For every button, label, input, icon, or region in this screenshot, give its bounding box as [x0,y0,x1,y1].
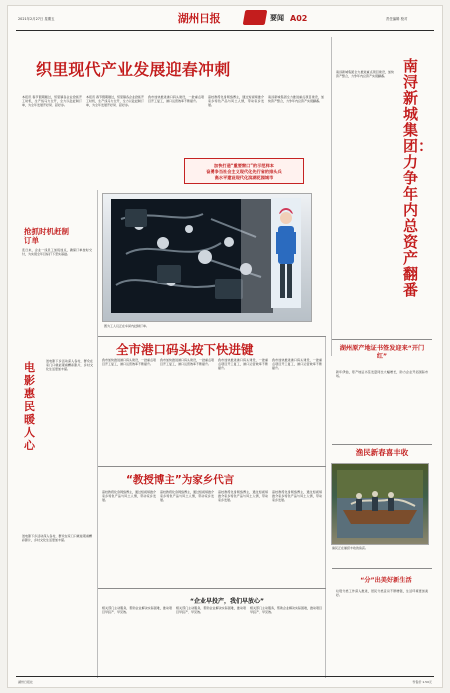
professor-text: 高校教授化身网络博主，通过短视频推介家乡特色产品与风土人情，带动家乡发展。 [272,490,322,502]
editor-info: 责任编辑 校对 [386,17,408,21]
page-footer [18,680,432,684]
right-article-2 [336,370,428,438]
article-column [268,95,324,152]
left-article-2 [46,359,93,529]
article-text: 我市加快推进港口码头建设，一批重点项目开工复工，港口运营效率不断提升。 [148,95,204,103]
port-text: 我市加快推进港口码头建设，一批重点项目开工复工，港口运营效率不断提升。 [272,358,322,370]
footer-rule [16,676,434,677]
fishing-illustration [337,470,423,538]
port-text: 我市加快推进港口码头建设，一批重点项目开工复工，港口运营效率不断提升。 [160,358,214,366]
bottom-text: 相关部门主动服务，帮助企业解决实际困难，推动项目早投产、早见效。 [250,606,322,614]
main-photo [102,193,312,322]
newspaper-page [8,6,442,687]
professor-text: 高校教授化身网络博主，通过短视频推介家乡特色产品与风土人情，带动家乡发展。 [218,490,268,502]
professor-text: 高校教授化身网络博主，通过短视频推介家乡特色产品与风土人情，带动家乡发展。 [102,490,156,502]
port-column [160,358,214,462]
left-article-2-text: 送电影下乡活动深入各村，群众在家门口就能观看精彩影片，乡村文化生活更加丰富。 [46,359,93,371]
left-article-3 [22,534,92,674]
bottom-text: 相关部门主动服务，帮助企业解决实际困难，推动项目早投产、早见效。 [102,606,172,614]
port-column [272,358,322,462]
section-badge [243,10,268,25]
port-text: 我市加快推进港口码头建设，一批重点项目开工复工，港口运营效率不断提升。 [102,358,156,366]
main-headline: 织里现代产业发展迎春冲刺 [36,60,231,79]
worker-illustration [271,198,301,308]
professor-headline: “教授博主”为家乡代言 [126,474,235,486]
article-text: 南浔新城集团全力推进重点项目建设，加快资产整合，力争年内总资产实现翻番。 [268,95,324,103]
section-code: A02 [290,13,308,23]
left-headline: 抢抓时机赶制订单 [24,227,69,245]
port-column [218,358,268,462]
footer-left: 湖州日报社 [18,680,34,684]
port-text: 我市加快推进港口码头建设，一批重点项目开工复工，港口运营效率不断提升。 [218,358,268,370]
footer-right: 零售价 1.50元 [412,680,432,684]
article-column [86,95,144,152]
machine-illustration [111,199,273,313]
main-photo-caption: 图为工人们正在车间内赶制订单。 [104,324,150,328]
right-article-text: 南浔新城集团全力推进重点项目建设，加快资产整合，力争年内总资产实现翻番。 [336,70,394,78]
promo-box [184,158,304,184]
right-article-3 [336,589,428,675]
bottom-text: 相关部门主动服务，帮助企业解决实际困难，推动项目早投产、早见效。 [176,606,246,614]
section-divider [332,444,432,445]
intro-article [22,95,82,216]
article-column [148,95,204,152]
promo-line-3: 高水平建设现代化滨湖花园城市 [214,174,274,180]
intro-text: 本报讯 春节假期刚过，织里镇各企业抢抓开工时机，生产线马力全开，全力以赴赶制订单，为全年发展开好局、起好步。 [22,95,82,107]
port-headline: 全市港口码头按下快进键 [116,342,254,357]
section-divider [332,339,432,340]
article-column [208,95,264,152]
issue-date: 2021年2月27日 星期五 [18,17,55,21]
right-article [336,70,394,330]
left-article [22,248,92,348]
right-article-2-text: 新年伊始，原产地证书签发量同比大幅增长，助力企业开拓国际市场。 [336,370,428,378]
professor-column [218,490,268,582]
port-column [102,358,156,462]
section-divider [98,466,326,467]
right-subheadline-3: “分”出美好新生活 [360,577,412,584]
section-label [270,12,307,24]
professor-text: 高校教授化身网络博主，通过短视频推介家乡特色产品与风土人情，带动家乡发展。 [160,490,214,502]
section-divider [332,568,432,569]
section-divider [98,588,326,589]
bottom-column [176,606,246,676]
left-article-3-text: 送电影下乡活动深入各村，群众在家门口就能观看精彩影片，乡村文化生活更加丰富。 [22,534,92,542]
right-subheadline-2: 渔民新春喜丰收 [355,448,409,457]
bottom-column [250,606,322,676]
newspaper-logo: 湖州日报 [177,11,221,25]
masthead-rule [16,30,434,31]
right-subheadline-1: 湖州原产地证书签发迎来“开门红” [339,345,425,360]
bottom-column [102,606,172,676]
column-divider [331,37,332,356]
side-headline: 南浔新城集团：力争年内总资产翻番 [403,57,434,299]
professor-column [272,490,322,582]
column-divider [97,190,98,678]
article-text: 本报讯 春节假期刚过，织里镇各企业抢抓开工时机，生产线马力全开，全力以赴赶制订单，为全年发展开好局、起好步。 [86,95,144,107]
article-text: 高校教授化身网络博主，通过短视频推介家乡特色产品与风土人情，带动家乡发展。 [208,95,264,107]
fishing-photo [331,463,429,545]
section-name: 要闻 [270,14,284,22]
promo-line-1: 加快打造“重要窗口”的示范样本 [214,162,274,168]
left-headline-2: 电影惠民暖人心 [24,361,35,452]
fishing-photo-caption: 渔民正在捕捞丰收的鱼获。 [332,546,369,550]
column-divider [325,336,326,678]
bottom-headline: “企业早投产，我们早放心” [190,598,264,605]
left-article-text: 连日来，企业一线员工加班加点，确保订单按时交付，为实现全年目标打下坚实基础。 [22,248,92,256]
right-article-3-text: 垃圾分类工作深入推进，居民分类意识不断增强，生活环境更加美好。 [336,589,428,597]
professor-column [160,490,214,582]
promo-line-2: 奋勇争当社会主义现代化先行省的排头兵 [206,168,282,174]
professor-column [102,490,156,582]
section-divider [98,336,326,337]
